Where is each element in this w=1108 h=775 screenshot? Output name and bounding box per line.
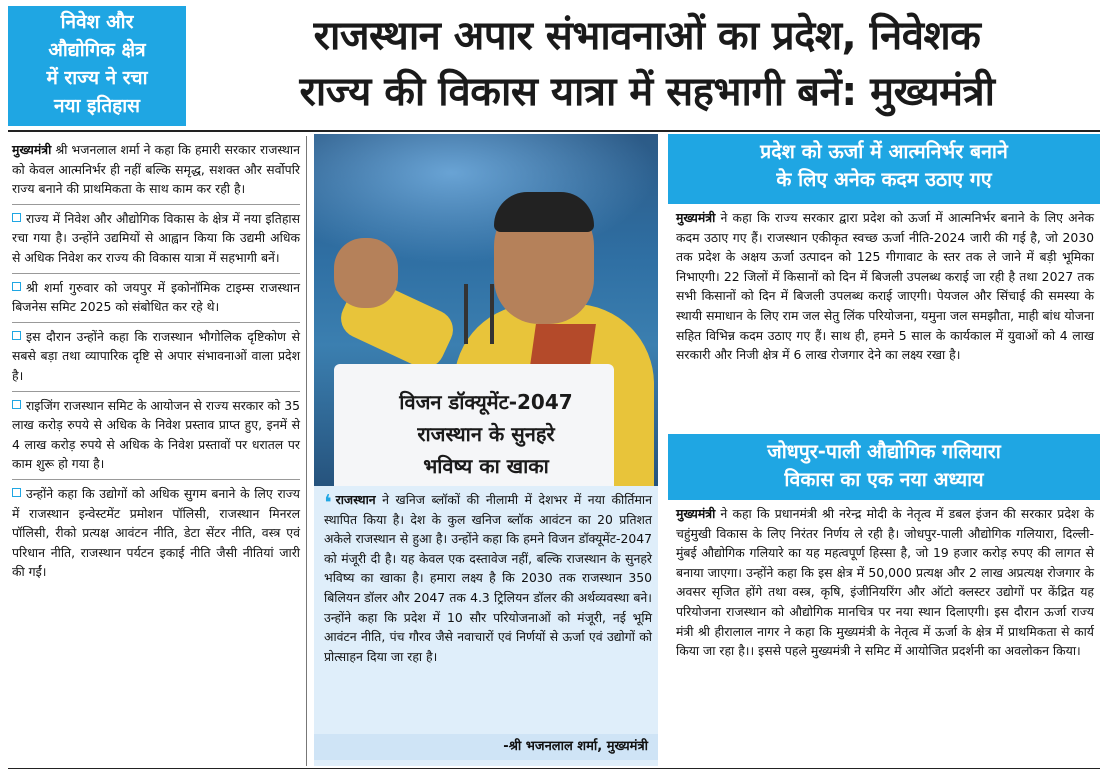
left-paragraph-3 <box>12 274 300 323</box>
lead-word: मुख्यमंत्री <box>12 142 52 157</box>
left-column <box>12 136 300 766</box>
quote-lead: राजस्थान <box>335 492 376 507</box>
tag-line-1: निवेश और <box>60 11 134 33</box>
square-bullet-icon <box>12 400 21 409</box>
quote-mark-icon: ❛ <box>324 491 332 516</box>
left-paragraph-6 <box>12 480 300 587</box>
left-paragraph-5 <box>12 392 300 480</box>
square-bullet-icon <box>12 488 21 497</box>
headline-line-1: राजस्थान अपार संभावनाओं का प्रदेश, निवेशक <box>313 13 981 59</box>
quote-author: -श्री भजनलाल शर्मा, मुख्यमंत्री <box>314 734 658 760</box>
quote-body: ने खनिज ब्लॉकों की नीलामी में देशभर में नया कीर्तिमान स्थापित किया है। देश के कुल खनिज ब्लॉक आवंटन का 20 प्रतिशत अकेले राजस्थान से हुआ है। उन्होंने कहा कि हमने विजन डॉक्यूमेंट-2047 को मंजूरी दी है। यह केवल एक दस्तावेज नहीं, बल्कि राजस्थान के सुनहरे भविष्य का खाका है। हमारा लक्ष्य है कि 2030 तक राजस्थान 350 बिलियन डॉलर और 2047 तक 4.3 ट्रिलियन डॉलर की अर्थव्यवस्था बने। उन्होंने कहा कि प्रदेश में 10 सौर परियोजनाओं को मंजूरी, नई भूमि आवंटन नीति, पंच गौरव जैसे नवाचारों एवं निर्णयों से ऊर्जा एवं उद्योगों को प्रोत्साहन दिया जा रहा है। <box>324 492 652 664</box>
right-column <box>668 134 1100 758</box>
lead-word: मुख्यमंत्री <box>676 210 716 225</box>
section2-heading <box>668 434 1100 500</box>
paragraph-text: श्री भजनलाल शर्मा ने कहा कि हमारी सरकार राजस्थान को केवल आत्मनिर्भर ही नहीं बल्कि समृद्ध, सशक्त और सर्वोपरि राज्य बनाने की प्राथमिकता के साथ काम कर रही है। <box>12 142 300 197</box>
section1-body <box>668 204 1100 434</box>
section1-heading <box>668 134 1100 204</box>
left-paragraph-2 <box>12 205 300 274</box>
tag-line-2: औद्योगिक क्षेत्र <box>48 39 146 61</box>
section2-heading-line-2: विकास का एक नया अध्याय <box>784 468 984 491</box>
quote-text <box>324 490 652 666</box>
paragraph-text: राज्य में निवेश और औद्योगिक विकास के क्षेत्र में नया इतिहास रचा गया है। उन्होंने उद्यमियों से आह्वान किया कि उद्यमी अधिक से अधिक निवेश कर राज्य की विकास यात्रा में सहभागी बनें। <box>12 210 300 265</box>
speaker-hair <box>494 192 594 232</box>
square-bullet-icon <box>12 331 21 340</box>
paragraph-text: इस दौरान उन्होंने कहा कि राजस्थान भौगोलिक दृष्टिकोण से सबसे बड़ा तथा व्यापारिक दृष्टि से अपार संभावनाओं वाला प्रदेश है। <box>12 328 300 383</box>
caption-line-2: राजस्थान के सुनहरे <box>417 422 555 446</box>
lead-word: मुख्यमंत्री <box>676 506 716 521</box>
caption-line-1: विजन डॉक्यूमेंट-2047 <box>399 390 573 414</box>
section2-body <box>668 500 1100 758</box>
column-divider <box>306 136 307 766</box>
paragraph-text: राइजिंग राजस्थान समिट के आयोजन से राज्य सरकार को 35 लाख करोड़ रुपये से अधिक के निवेश प्रस्ताव प्राप्त हुए, इनमें से 4 लाख करोड़ रुपये से अधिक के निवेश प्रस्तावों पर धरातल पर काम शुरू हो गया है। <box>12 397 300 472</box>
section1-heading-line-2: के लिए अनेक कदम उठाए गए <box>776 168 992 191</box>
left-paragraph-4 <box>12 323 300 392</box>
square-bullet-icon <box>12 213 21 222</box>
bottom-rule <box>8 768 1100 769</box>
top-rule <box>8 130 1100 132</box>
left-paragraph-1 <box>12 136 300 205</box>
tag-line-4: नया इतिहास <box>53 95 141 117</box>
quote-box <box>314 486 658 766</box>
section1-heading-line-1: प्रदेश को ऊर्जा में आत्मनिर्भर बनाने <box>760 140 1008 163</box>
caption-line-3: भविष्य का खाका <box>423 454 549 478</box>
square-bullet-icon <box>12 282 21 291</box>
paragraph-text: श्री शर्मा गुरुवार को जयपुर में इकोनॉमिक टाइम्स राजस्थान बिजनेस समिट 2025 को संबोधित कर रहे थे। <box>12 279 300 315</box>
microphone-icon <box>464 284 468 344</box>
speaker-photo <box>314 134 658 486</box>
photo-caption <box>314 378 658 486</box>
headline <box>192 8 1102 120</box>
microphone-icon <box>490 284 494 344</box>
paragraph-text: ने कहा कि प्रधानमंत्री श्री नरेन्द्र मोदी के नेतृत्व में डबल इंजन की सरकार प्रदेश के चहुंमुखी विकास के लिए निरंतर निर्णय ले रही है। जोधपुर-पाली औद्योगिक गलियारा, दिल्ली-मुंबई औद्योगिक गलियारे का यह महत्वपूर्ण हिस्सा है, जो 19 हजार करोड़ रुपए की लागत से बनाया जाएगा। उन्होंने कहा कि इस क्षेत्र में 50,000 प्रत्यक्ष और 2 लाख अप्रत्यक्ष रोजगार के अवसर सृजित होंगे तथा वस्त्र, कृषि, इंजीनियरिंग और ऑटो क्लस्टर उद्योगों पर केंद्रित यह परियोजना राजस्थान को औद्योगिक मानचित्र पर नया स्थान दिलाएगी। इस दौरान ऊर्जा राज्य मंत्री श्री हीरालाल नागर ने कहा कि मुख्यमंत्री के नेतृत्व में ऊर्जा के क्षेत्र में प्राथमिकता से कार्य किया जा रहा है।। इससे पहले मुख्यमंत्री ने समिट में आयोजित प्रदर्शनी का अवलोकन किया। <box>676 506 1094 659</box>
paragraph-text: ने कहा कि राज्य सरकार द्वारा प्रदेश को ऊर्जा में आत्मनिर्भर बनाने के लिए अनेक कदम उठाए गए हैं। राजस्थान एकीकृत स्वच्छ ऊर्जा नीति-2024 जारी की गई है, जो 2030 तक प्रदेश के अक्षय ऊर्जा उत्पादन को 125 गीगावाट के स्तर तक ले जाने में बड़ी भूमिका निभाएगी। 22 जिलों में किसानों को दिन में बिजली उपलब्ध कराई जा रही है तथा 2027 तक सभी किसानों को दिन में बिजली उपलब्ध कराई जाएगी। पेयजल और सिंचाई की समस्या के स्थायी समाधान के लिए राम जल सेतु लिंक परियोजना, यमुना जल समझौता, माही बांध योजना सहित विभिन्न कदम उठाए गए हैं। साथ ही, हमने 5 साल के कार्यकाल में युवाओं को 4 लाख सरकारी और निजी क्षेत्र में 6 लाख रोजगार देने का लक्ष्य रखा है। <box>676 210 1094 363</box>
headline-line-2: राज्य की विकास यात्रा में सहभागी बनें: मुख्यमंत्री <box>299 69 995 115</box>
speaker-fist <box>334 238 398 308</box>
tag-line-3: में राज्य ने रचा <box>46 67 148 89</box>
section-tag <box>8 6 186 126</box>
section2-heading-line-1: जोधपुर-पाली औद्योगिक गलियारा <box>767 440 1001 463</box>
paragraph-text: उन्होंने कहा कि उद्योगों को अधिक सुगम बनाने के लिए राज्य में राजस्थान इन्वेस्टमेंट प्रमोशन पॉलिसी, राजस्थान मिनरल पॉलिसी, रीको प्रत्यक्ष आवंटन नीति, डेटा सेंटर नीति, वस्त्र एवं परिधान नीति, राजस्थान पर्यटन इकाई नीति जैसी नीतियां जारी की गईं। <box>12 485 300 580</box>
